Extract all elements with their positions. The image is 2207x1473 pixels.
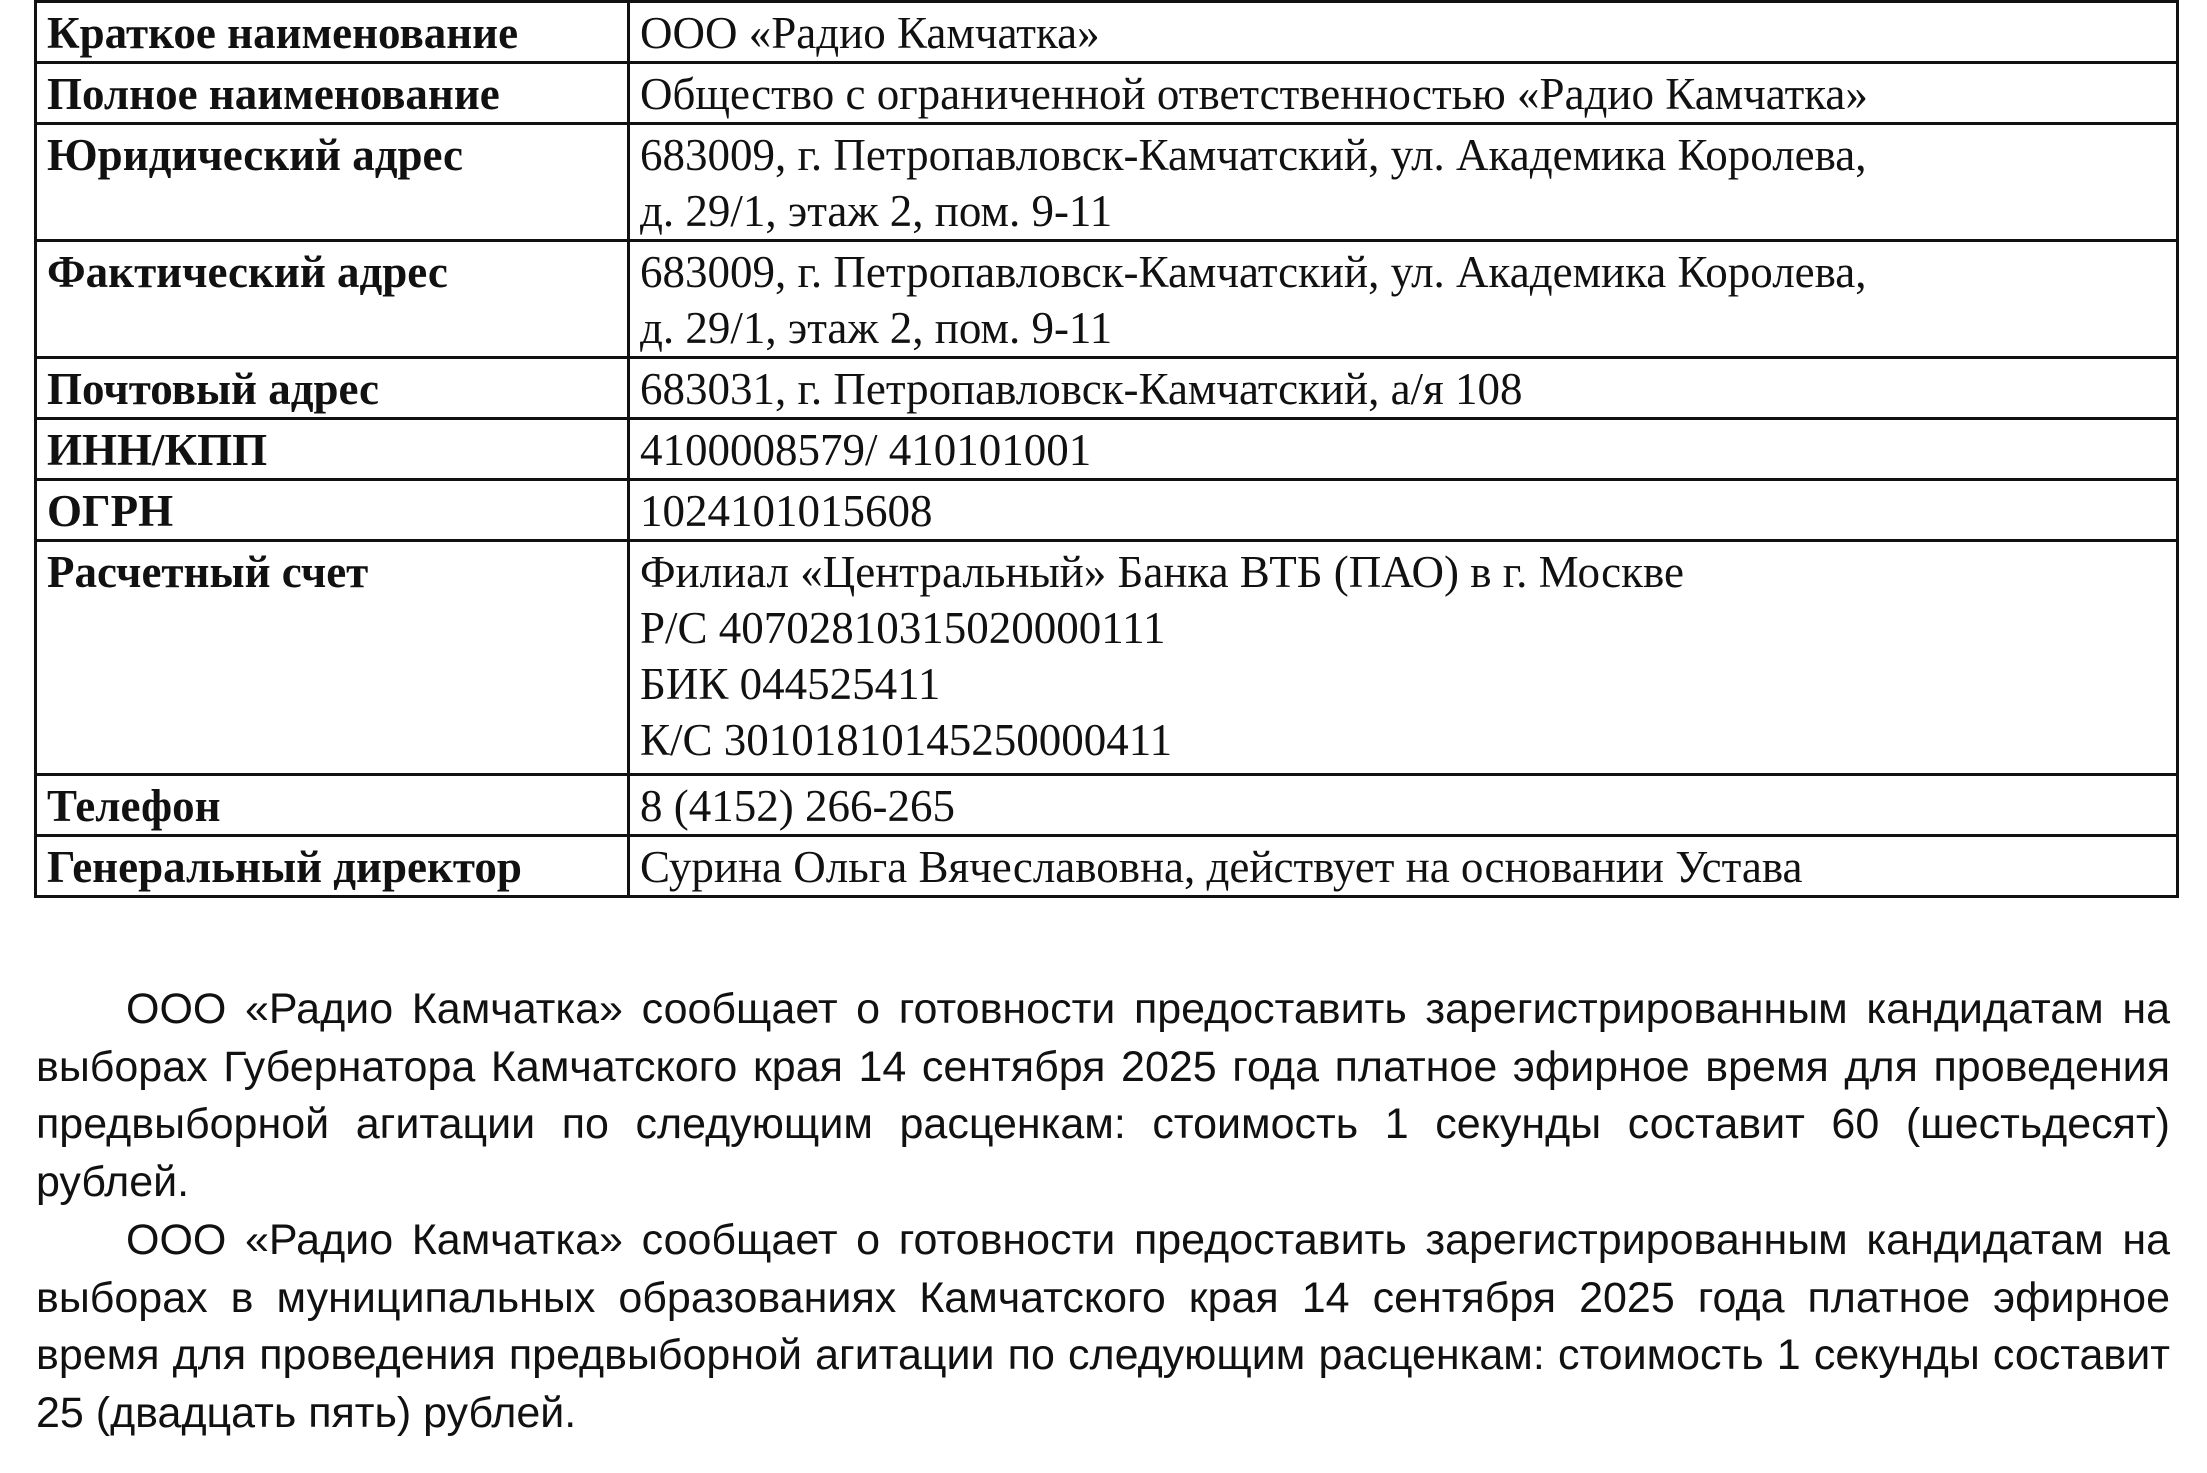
value-line: 1024101015608	[640, 486, 933, 536]
value-line: Р/С 40702810315020000111	[640, 603, 1166, 653]
value-line: 683031, г. Петропавловск-Камчатский, а/я 108	[640, 364, 1523, 414]
value-line: Филиал «Центральный» Банка ВТБ (ПАО) в г. Москве	[640, 547, 1684, 597]
value-line: 4100008579/ 410101001	[640, 425, 1092, 475]
row-value	[629, 836, 2178, 897]
row-label: Расчетный счет	[36, 541, 629, 775]
row-value	[629, 419, 2178, 480]
table-row-bank-account	[36, 541, 2178, 775]
row-label: Краткое наименование	[36, 2, 629, 63]
table-row-inn-kpp	[36, 419, 2178, 480]
table-row-postal-address	[36, 358, 2178, 419]
table-row-director	[36, 836, 2178, 897]
row-value	[629, 541, 2178, 775]
requisites-table	[34, 0, 2179, 898]
value-line: 683009, г. Петропавловск-Камчатский, ул. Академика Королева,	[640, 247, 1867, 297]
row-label: Генеральный директор	[36, 836, 629, 897]
row-value	[629, 124, 2178, 241]
value-line: Сурина Ольга Вячеславовна, действует на основании Устава	[640, 842, 1803, 892]
row-value	[629, 358, 2178, 419]
value-line: БИК 044525411	[640, 659, 941, 709]
row-value	[629, 63, 2178, 124]
row-label: Юридический адрес	[36, 124, 629, 241]
notice-paragraph-governor: ООО «Радио Камчатка» сообщает о готовности предоставить зарегистрированным кандидатам на выборах Губернатора Камчатского края 14 сентября 2025 года платное эфирное время для проведения предвыборной агитации по следующим расценкам: стоимость 1 секунды составит 60 (шестьдесят) рублей.	[36, 985, 2170, 1206]
row-label: ИНН/КПП	[36, 419, 629, 480]
value-line: д. 29/1, этаж 2, пом. 9-11	[640, 186, 1113, 236]
row-label: Телефон	[36, 775, 629, 836]
row-value	[629, 775, 2178, 836]
row-value	[629, 2, 2178, 63]
value-line: 683009, г. Петропавловск-Камчатский, ул. Академика Королева,	[640, 130, 1867, 180]
value-line: 8 (4152) 266-265	[640, 781, 955, 831]
table-row-legal-address	[36, 124, 2178, 241]
value-line: К/С 30101810145250000411	[640, 715, 1173, 765]
row-label: Полное наименование	[36, 63, 629, 124]
notice-paragraph-municipal: ООО «Радио Камчатка» сообщает о готовности предоставить зарегистрированным кандидатам на выборах в муниципальных образованиях Камчатского края 14 сентября 2025 года платное эфирное время для проведения предвыборной агитации по следующим расценкам: стоимость 1 секунды составит 25 (двадцать пять) рублей.	[36, 1216, 2170, 1437]
row-label: Почтовый адрес	[36, 358, 629, 419]
table-row-actual-address	[36, 241, 2178, 358]
value-line: Общество с ограниченной ответственностью «Радио Камчатка»	[640, 69, 1868, 119]
value-line: ООО «Радио Камчатка»	[640, 8, 1100, 58]
row-label: Фактический адрес	[36, 241, 629, 358]
row-value	[629, 480, 2178, 541]
value-line: д. 29/1, этаж 2, пом. 9-11	[640, 303, 1113, 353]
table-row-phone	[36, 775, 2178, 836]
row-label: ОГРН	[36, 480, 629, 541]
table-row-ogrn	[36, 480, 2178, 541]
table-row-short-name	[36, 2, 2178, 63]
table-row-full-name	[36, 63, 2178, 124]
row-value	[629, 241, 2178, 358]
